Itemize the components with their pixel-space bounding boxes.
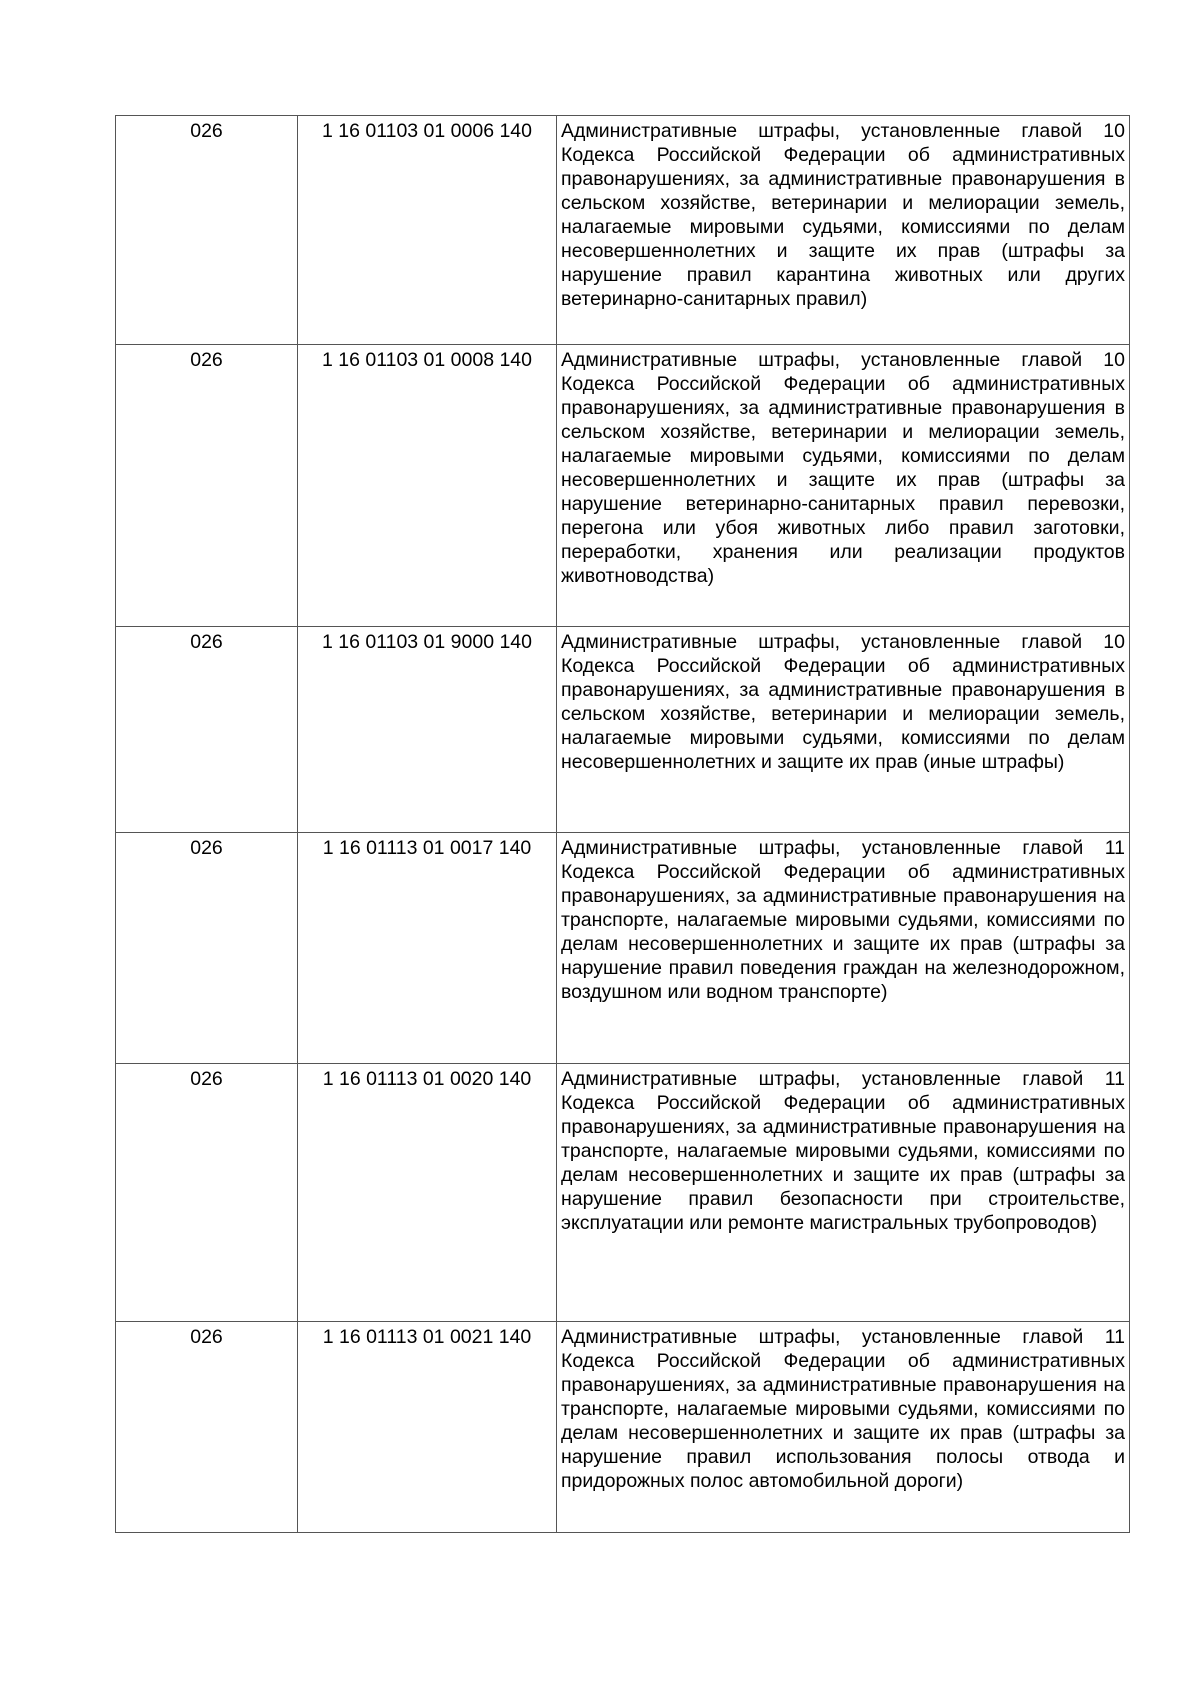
table-row bbox=[116, 345, 1130, 627]
revenue-name-cell: Административные штрафы, установленные главой 11 Кодекса Российской Федерации об административных правонарушениях, за административные правонарушения на транспорте, налагаемые мировыми судьями, комиссиями по делам несовершеннолетних и защите их прав (штрафы за нарушение правил поведения граждан на железнодорожном, воздушном или водном транспорте) bbox=[557, 833, 1130, 1064]
revenue-name-cell: Административные штрафы, установленные главой 10 Кодекса Российской Федерации об административных правонарушениях, за административные правонарушения в сельском хозяйстве, ветеринарии и мелиорации земель, налагаемые мировыми судьями, комиссиями по делам несовершеннолетних и защите их прав (штрафы за нарушение ветеринарно-санитарных правил перевозки, перегона или убоя животных либо правил заготовки, переработки, хранения или реализации продуктов животноводства) bbox=[557, 345, 1130, 627]
table-row bbox=[116, 1064, 1130, 1322]
budget-classification-code-cell: 1 16 01113 01 0020 140 bbox=[298, 1064, 557, 1322]
revenue-name-cell: Административные штрафы, установленные главой 11 Кодекса Российской Федерации об административных правонарушениях, за административные правонарушения на транспорте, налагаемые мировыми судьями, комиссиями по делам несовершеннолетних и защите их прав (штрафы за нарушение правил использования полосы отвода и придорожных полос автомобильной дороги) bbox=[557, 1322, 1130, 1533]
revenue-name-cell: Административные штрафы, установленные главой 10 Кодекса Российской Федерации об административных правонарушениях, за административные правонарушения в сельском хозяйстве, ветеринарии и мелиорации земель, налагаемые мировыми судьями, комиссиями по делам несовершеннолетних и защите их прав (иные штрафы) bbox=[557, 627, 1130, 833]
budget-classification-code-cell: 1 16 01103 01 0008 140 bbox=[298, 345, 557, 627]
revenue-codes-table bbox=[115, 115, 1130, 1533]
budget-classification-code-cell: 1 16 01103 01 9000 140 bbox=[298, 627, 557, 833]
budget-classification-code-cell: 1 16 01113 01 0021 140 bbox=[298, 1322, 557, 1533]
table-row bbox=[116, 116, 1130, 345]
budget-classification-code-cell: 1 16 01103 01 0006 140 bbox=[298, 116, 557, 345]
administrator-code-cell: 026 bbox=[116, 833, 298, 1064]
administrator-code-cell: 026 bbox=[116, 116, 298, 345]
administrator-code-cell: 026 bbox=[116, 627, 298, 833]
budget-classification-code-cell: 1 16 01113 01 0017 140 bbox=[298, 833, 557, 1064]
table-row bbox=[116, 627, 1130, 833]
revenue-name-cell: Административные штрафы, установленные главой 10 Кодекса Российской Федерации об административных правонарушениях, за административные правонарушения в сельском хозяйстве, ветеринарии и мелиорации земель, налагаемые мировыми судьями, комиссиями по делам несовершеннолетних и защите их прав (штрафы за нарушение правил карантина животных или других ветеринарно-санитарных правил) bbox=[557, 116, 1130, 345]
table-row bbox=[116, 1322, 1130, 1533]
table-row bbox=[116, 833, 1130, 1064]
administrator-code-cell: 026 bbox=[116, 345, 298, 627]
administrator-code-cell: 026 bbox=[116, 1322, 298, 1533]
administrator-code-cell: 026 bbox=[116, 1064, 298, 1322]
revenue-name-cell: Административные штрафы, установленные главой 11 Кодекса Российской Федерации об административных правонарушениях, за административные правонарушения на транспорте, налагаемые мировыми судьями, комиссиями по делам несовершеннолетних и защите их прав (штрафы за нарушение правил безопасности при строительстве, эксплуатации или ремонте магистральных трубопроводов) bbox=[557, 1064, 1130, 1322]
